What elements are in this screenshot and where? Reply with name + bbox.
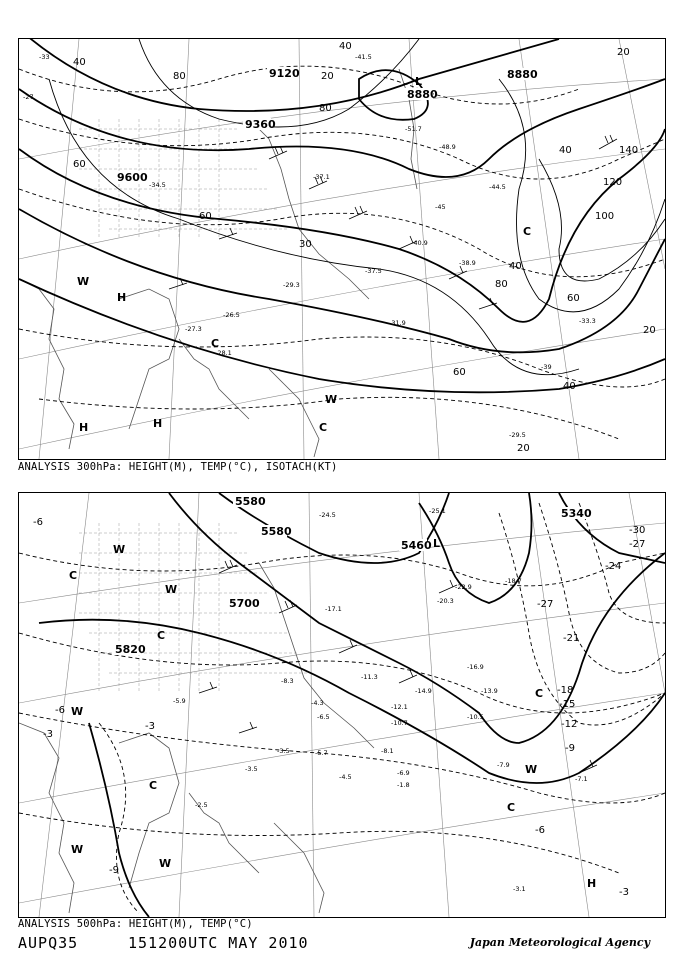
svg-text:-6.5: -6.5 [317, 713, 330, 721]
isotach-label: 80 [495, 279, 508, 290]
isotach-label: 60 [73, 159, 86, 170]
cold-center: C [319, 421, 328, 434]
warm-center: W [165, 583, 178, 596]
svg-text:-33.3: -33.3 [579, 317, 596, 325]
svg-text:-24.5: -24.5 [319, 511, 336, 519]
isotach-label: 20 [321, 71, 334, 82]
isotach-label: 30 [299, 239, 312, 250]
svg-text:-27: -27 [23, 93, 34, 101]
isotach-label: 100 [595, 211, 615, 222]
height-label: 8880 [507, 68, 538, 81]
height-label: 9120 [269, 67, 300, 80]
isotach-label: 20 [643, 325, 656, 336]
svg-text:-3.5: -3.5 [245, 765, 258, 773]
warm-center: W [77, 275, 90, 288]
svg-text:-27: -27 [629, 539, 646, 550]
svg-text:-12: -12 [561, 719, 578, 730]
svg-text:-10.7: -10.7 [391, 719, 408, 727]
cold-center: C [507, 801, 516, 814]
svg-text:-3.5: -3.5 [277, 747, 290, 755]
temperature-labels [33, 517, 645, 898]
svg-text:-37.5: -37.5 [365, 267, 382, 275]
high-center: H [79, 421, 89, 434]
svg-text:-30: -30 [629, 525, 646, 536]
svg-text:-3: -3 [145, 721, 155, 732]
svg-text:-45: -45 [435, 203, 446, 211]
isotach-label: 60 [199, 211, 212, 222]
svg-text:-20.3: -20.3 [437, 597, 454, 605]
svg-text:-18: -18 [557, 685, 574, 696]
svg-text:-3.1: -3.1 [513, 885, 526, 893]
product-code: AUPQ35 [18, 934, 79, 952]
high-center: H [587, 877, 597, 890]
svg-text:-41.5: -41.5 [355, 53, 372, 61]
svg-text:-9: -9 [109, 865, 119, 876]
svg-text:-14.9: -14.9 [415, 687, 432, 695]
height-label: 5580 [261, 525, 292, 538]
caption-300hpa: ANALYSIS 300hPa: HEIGHT(M), TEMP(°C), ISOTACH(KT) [18, 461, 338, 473]
svg-text:-51.7: -51.7 [405, 125, 422, 133]
cold-center: C [157, 629, 166, 642]
warm-center: W [71, 843, 84, 856]
high-center: H [153, 417, 163, 430]
svg-text:-24: -24 [605, 561, 622, 572]
warm-center: W [525, 763, 538, 776]
svg-text:-21: -21 [563, 633, 580, 644]
svg-text:-44.5: -44.5 [489, 183, 506, 191]
isotach-label: 80 [173, 71, 186, 82]
svg-text:-37.1: -37.1 [313, 173, 330, 181]
svg-text:-26.5: -26.5 [223, 311, 240, 319]
svg-text:-27.3: -27.3 [185, 325, 202, 333]
low-center: L [415, 75, 423, 88]
cold-center: C [211, 337, 220, 350]
coastlines [19, 69, 417, 457]
isotach-label: 120 [603, 177, 623, 188]
warm-center: W [159, 857, 172, 870]
height-label: 5340 [561, 507, 592, 520]
svg-text:-48.9: -48.9 [439, 143, 456, 151]
isotach-label: 40 [559, 145, 572, 156]
height-label: 5700 [229, 597, 260, 610]
wind-barbs [199, 560, 597, 773]
svg-text:-6: -6 [33, 517, 43, 528]
height-label: 9360 [245, 118, 276, 131]
height-label: 5580 [235, 495, 266, 508]
cold-center: C [535, 687, 544, 700]
svg-text:-8.3: -8.3 [281, 677, 294, 685]
isotach-label: 40 [563, 381, 576, 392]
height-label: 5460 [401, 539, 432, 552]
svg-text:-6: -6 [535, 825, 545, 836]
svg-text:-7.9: -7.9 [497, 761, 510, 769]
svg-text:-6: -6 [55, 705, 65, 716]
svg-text:-7.1: -7.1 [575, 775, 588, 783]
isotach-label: 80 [319, 103, 332, 114]
isotach-label: 140 [619, 145, 639, 156]
coastlines [19, 563, 374, 913]
warm-center: W [113, 543, 126, 556]
isotach-label: 40 [73, 57, 86, 68]
svg-text:-2.5: -2.5 [195, 801, 208, 809]
svg-text:-15: -15 [559, 699, 576, 710]
low-center: L [433, 537, 441, 550]
isotach-label: 40 [339, 41, 352, 52]
svg-text:-11.3: -11.3 [361, 673, 378, 681]
svg-text:-18.7: -18.7 [505, 577, 522, 585]
warm-center: W [71, 705, 84, 718]
svg-text:-8.1: -8.1 [381, 747, 394, 755]
svg-text:-4.5: -4.5 [339, 773, 352, 781]
map-500hpa [19, 493, 665, 917]
cold-center: C [69, 569, 78, 582]
svg-text:-29.5: -29.5 [509, 431, 526, 439]
svg-text:-33: -33 [39, 53, 50, 61]
svg-text:-28.1: -28.1 [215, 349, 232, 357]
cold-center: C [149, 779, 158, 792]
svg-text:-27: -27 [537, 599, 554, 610]
svg-text:-10.5: -10.5 [467, 713, 484, 721]
svg-text:-5.9: -5.9 [173, 697, 186, 705]
svg-text:-1.8: -1.8 [397, 781, 410, 789]
agency-name: Japan Meteorological Agency [469, 936, 650, 949]
svg-text:-12.1: -12.1 [391, 703, 408, 711]
height-label: 5820 [115, 643, 146, 656]
svg-text:-40.9: -40.9 [411, 239, 428, 247]
pressure-centers [69, 537, 596, 890]
svg-text:-4.3: -4.3 [311, 699, 324, 707]
isotach-label: 40 [509, 261, 522, 272]
chart-300hpa [18, 38, 666, 460]
valid-time: 151200UTC MAY 2010 [128, 934, 309, 952]
warm-center: W [325, 393, 338, 406]
svg-text:-34.5: -34.5 [149, 181, 166, 189]
caption-500hpa: ANALYSIS 500hPa: HEIGHT(M), TEMP(°C) [18, 918, 253, 930]
svg-text:-31.9: -31.9 [389, 319, 406, 327]
svg-text:-13.9: -13.9 [481, 687, 498, 695]
svg-text:-38.9: -38.9 [459, 259, 476, 267]
svg-text:-25.1: -25.1 [429, 507, 446, 515]
svg-text:-29.3: -29.3 [283, 281, 300, 289]
isotach-label: 20 [617, 47, 630, 58]
height-label: 9600 [117, 171, 148, 184]
svg-text:-9: -9 [565, 743, 575, 754]
isotach-label: 60 [567, 293, 580, 304]
svg-text:-39: -39 [541, 363, 552, 371]
isotach-label: 20 [517, 443, 530, 454]
cold-center: C [523, 225, 532, 238]
svg-text:-17.1: -17.1 [325, 605, 342, 613]
svg-text:-5.7: -5.7 [315, 749, 328, 757]
svg-text:-3: -3 [619, 887, 629, 898]
svg-text:-3: -3 [43, 729, 53, 740]
svg-text:-16.9: -16.9 [467, 663, 484, 671]
svg-text:-6.9: -6.9 [397, 769, 410, 777]
high-center: H [117, 291, 127, 304]
isotach-label: 60 [453, 367, 466, 378]
chart-500hpa [18, 492, 666, 918]
height-label: 8880 [407, 88, 438, 101]
svg-text:-22.9: -22.9 [455, 583, 472, 591]
map-300hpa [19, 39, 665, 459]
